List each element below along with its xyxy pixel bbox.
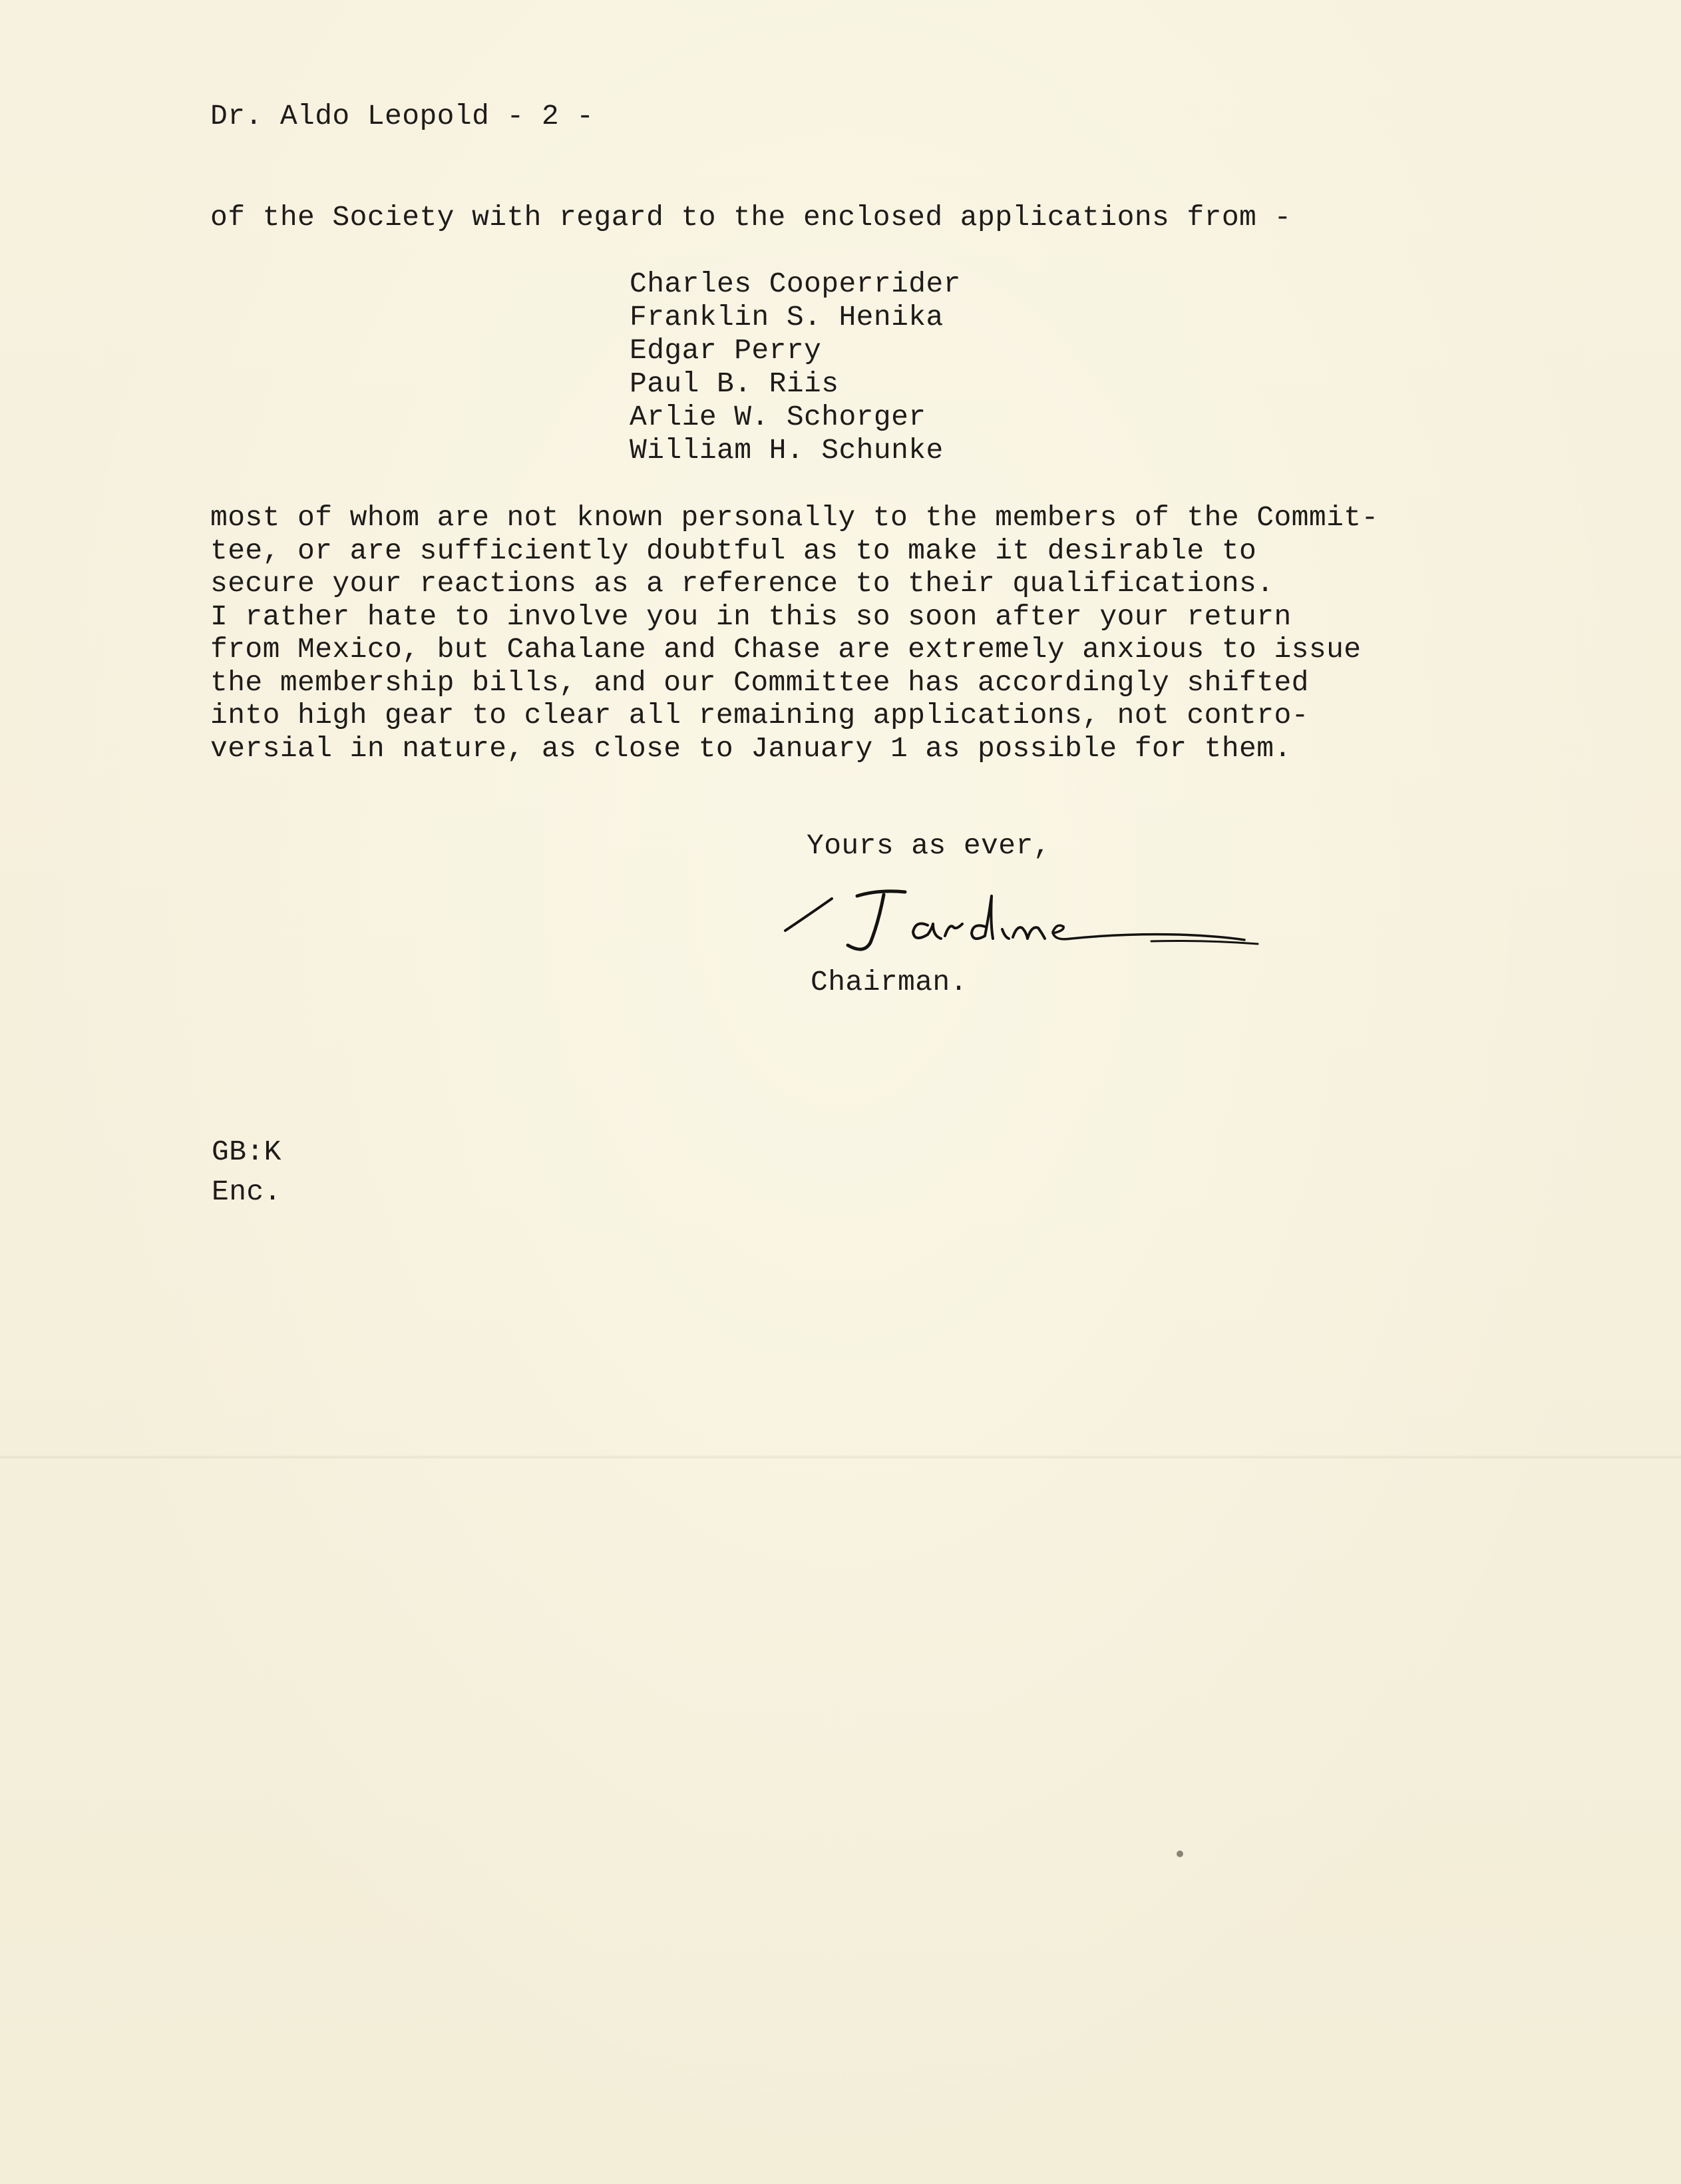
reference-initials: GB:K (212, 1136, 281, 1168)
body-line: into high gear to clear all remaining applications, not contro- (210, 699, 1309, 732)
paragraph-lead: of the Society with regard to the enclosed applications from - (210, 201, 1292, 234)
body-line: versial in nature, as close to January 1 as possible for them. (210, 732, 1292, 765)
body-line: tee, or are sufficiently doubtful as to make it desirable to (210, 534, 1257, 567)
applicant-name: Charles Cooperrider (630, 268, 961, 300)
body-line: I rather hate to involve you in this so soon after your return (210, 600, 1292, 633)
body-line: from Mexico, but Cahalane and Chase are extremely anxious to issue (210, 633, 1362, 666)
paper-fold-line (0, 1455, 1681, 1459)
applicant-name: Franklin S. Henika (630, 301, 944, 333)
applicant-name: Edgar Perry (630, 334, 822, 367)
body-line: the membership bills, and our Committee has accordingly shifted (210, 666, 1309, 699)
body-line: secure your reactions as a reference to their qualifications. (210, 567, 1274, 600)
body-paragraph (210, 501, 1379, 765)
applicant-name: William H. Schunke (630, 434, 944, 467)
applicant-name: Paul B. Riis (630, 367, 839, 400)
handwritten-signature (779, 876, 1311, 963)
body-line: most of whom are not known personally to the members of the Commit- (210, 501, 1379, 534)
applicant-list (630, 268, 961, 467)
enclosure-note: Enc. (212, 1176, 281, 1208)
signer-title: Chairman. (811, 966, 968, 998)
paper-speck (1177, 1851, 1183, 1857)
page-header: Dr. Aldo Leopold - 2 - (210, 100, 594, 132)
applicant-name: Arlie W. Schorger (630, 401, 926, 433)
closing-salutation: Yours as ever, (807, 829, 1051, 862)
